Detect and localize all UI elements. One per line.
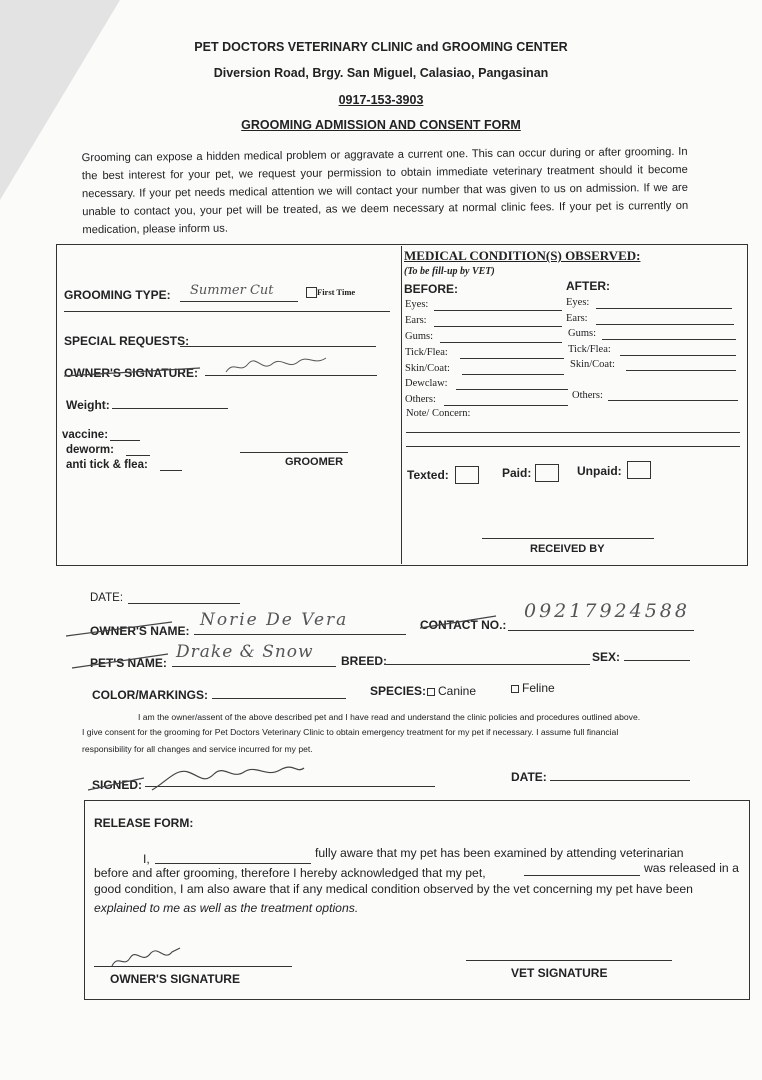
strikethrough-mark <box>62 362 202 384</box>
before-skincoat-label: Skin/Coat: <box>405 363 450 374</box>
note-line-2[interactable] <box>406 446 740 447</box>
deworm-label: deworm: <box>66 444 114 456</box>
after-tickflea-label: Tick/Flea: <box>568 344 611 355</box>
owner-signature-label: OWNER'S SIGNATURE: <box>64 366 198 380</box>
before-eyes-label: Eyes: <box>405 299 429 310</box>
tick-flea-line[interactable] <box>160 470 182 471</box>
consent-date-label: DATE: <box>511 770 547 784</box>
deworm-line[interactable] <box>126 455 150 456</box>
special-requests-label: SPECIAL REQUESTS: <box>64 334 190 348</box>
before-tickflea-label: Tick/Flea: <box>405 347 448 358</box>
unpaid-label: Unpaid: <box>577 464 622 478</box>
paid-label: Paid: <box>502 466 532 480</box>
pet-name-line[interactable] <box>172 666 336 667</box>
after-others-label: Others: <box>572 390 603 401</box>
species-label: SPECIES: <box>370 684 427 698</box>
received-by-line[interactable] <box>482 538 654 539</box>
release-owner-signature-scribble <box>108 944 188 972</box>
release-line1a: I, <box>143 852 150 866</box>
owner-signature-scribble <box>222 352 332 378</box>
vaccine-line[interactable] <box>110 440 140 441</box>
release-pet-line[interactable] <box>524 875 640 876</box>
grooming-type-value[interactable]: Summer Cut <box>190 283 274 298</box>
release-line4: explained to me as well as the treatment options. <box>94 901 359 915</box>
release-line1b: fully aware that my pet has been examined by attending veterinarian <box>315 846 684 860</box>
before-gums-label: Gums: <box>405 331 434 342</box>
date-label: DATE: <box>90 592 124 604</box>
release-owner-signature-label: OWNER'S SIGNATURE <box>110 972 240 986</box>
release-name-line[interactable] <box>155 863 311 864</box>
note-label: Note/ Concern: <box>406 408 471 419</box>
paid-checkbox[interactable] <box>535 464 559 482</box>
owner-name-strike <box>64 618 174 640</box>
signed-strike <box>86 772 146 794</box>
before-ears-line[interactable] <box>434 326 562 327</box>
before-dewclaw-line[interactable] <box>456 389 568 390</box>
groomer-label: GROOMER <box>285 456 344 468</box>
contact-label: CONTACT NO.: <box>420 618 507 632</box>
clinic-address: Diversion Road, Brgy. San Miguel, Calasiao, Pangasinan <box>213 66 549 80</box>
canine-label: Canine <box>438 684 477 698</box>
contact-line[interactable] <box>508 630 694 631</box>
vet-signature-label: VET SIGNATURE <box>511 966 608 980</box>
texted-checkbox[interactable] <box>455 466 479 484</box>
tick-flea-label: anti tick & flea: <box>66 459 148 471</box>
release-line2a: before and after grooming, therefore I hereby acknowledged that my pet, <box>94 866 486 880</box>
consent-text-2: I give consent for the grooming for Pet Doctors Veterinary Clinic to obtain emergency treatment for my pet if necessary. I assume full financial <box>82 727 619 737</box>
release-line2b: was released in a <box>644 861 739 875</box>
contact-value[interactable]: 09217924588 <box>524 600 690 622</box>
vet-signature-line[interactable] <box>466 960 672 961</box>
grooming-type-label: GROOMING TYPE: <box>64 288 171 302</box>
first-time-checkbox[interactable] <box>306 287 317 298</box>
after-tickflea-line[interactable] <box>620 355 736 356</box>
column-divider <box>401 246 402 564</box>
after-label: AFTER: <box>566 279 610 293</box>
color-markings-line[interactable] <box>212 698 346 699</box>
pet-name-strike <box>70 650 170 672</box>
first-time-label: First Time <box>317 287 356 297</box>
received-by-label: RECEIVED BY <box>530 543 605 555</box>
intro-paragraph: Grooming can expose a hidden medical problem or aggravate a current one. This can occur during or after grooming. In the best interest for your pet, we request your permission to obtain immediate veterinary treatment should it become necessary. If your pet needs medical attention we will contact your number that was given to us on admission. If we are unable to contact you, your pet will be treated, as we deem necessary at normal clinic fees. If your pet is currently on medication, please inform us. <box>81 145 689 237</box>
before-others-label: Others: <box>405 394 436 405</box>
medical-subtitle: (To be fill-up by VET) <box>404 266 495 277</box>
consent-text-1: I am the owner/assent of the above described pet and I have read and understand the clinic policies and procedures outlined above. <box>138 712 641 722</box>
clinic-name: PET DOCTORS VETERINARY CLINIC and GROOMING CENTER <box>194 40 568 54</box>
before-skincoat-line[interactable] <box>462 374 564 375</box>
groomer-line[interactable] <box>240 452 348 453</box>
pet-name-value[interactable]: Drake & Snow <box>176 642 314 662</box>
sex-line[interactable] <box>624 660 690 661</box>
color-markings-label: COLOR/MARKINGS: <box>92 688 208 702</box>
after-skincoat-label: Skin/Coat: <box>570 359 615 370</box>
breed-line[interactable] <box>386 664 590 665</box>
weight-label: Weight: <box>66 398 110 412</box>
after-ears-line[interactable] <box>596 324 734 325</box>
unpaid-checkbox[interactable] <box>627 461 651 479</box>
after-eyes-line[interactable] <box>596 308 732 309</box>
contact-strike <box>418 612 498 632</box>
form-title: GROOMING ADMISSION AND CONSENT FORM <box>241 118 521 132</box>
weight-line[interactable] <box>112 408 228 409</box>
texted-label: Texted: <box>407 468 449 482</box>
before-others-line[interactable] <box>444 405 568 406</box>
before-dewclaw-label: Dewclaw: <box>405 378 448 389</box>
after-gums-label: Gums: <box>568 328 597 339</box>
owner-name-line[interactable] <box>194 634 406 635</box>
after-ears-label: Ears: <box>566 313 588 324</box>
signed-label: SIGNED: <box>92 778 143 792</box>
vaccine-label: vaccine: <box>62 429 109 441</box>
before-tickflea-line[interactable] <box>460 358 564 359</box>
before-gums-line[interactable] <box>440 342 562 343</box>
special-requests-line[interactable] <box>180 346 376 347</box>
after-eyes-label: Eyes: <box>566 297 590 308</box>
breed-label: BREED: <box>341 654 388 668</box>
grooming-type-line <box>180 301 298 302</box>
after-others-line[interactable] <box>608 400 738 401</box>
owner-name-label: OWNER'S NAME: <box>90 624 190 638</box>
feline-checkbox[interactable] <box>511 685 519 693</box>
clinic-phone: 0917-153-3903 <box>338 93 424 107</box>
canine-checkbox[interactable] <box>427 688 435 696</box>
signed-signature-scribble <box>148 760 308 796</box>
after-gums-line[interactable] <box>602 339 736 340</box>
sex-label: SEX: <box>592 650 621 664</box>
pet-name-label: PET'S NAME: <box>90 656 167 670</box>
after-skincoat-line[interactable] <box>626 370 736 371</box>
before-eyes-line[interactable] <box>434 310 562 311</box>
feline-label: Feline <box>522 681 555 695</box>
consent-date-line[interactable] <box>550 780 690 781</box>
release-line3: good condition, I am also aware that if any medical condition observed by the vet concerning my pet have been <box>94 882 693 896</box>
note-line-1[interactable] <box>406 432 740 433</box>
before-label: BEFORE: <box>404 282 458 296</box>
before-ears-label: Ears: <box>405 315 427 326</box>
owner-name-value[interactable]: Norie De Vera <box>200 610 349 630</box>
date-line[interactable] <box>128 603 240 604</box>
medical-title: MEDICAL CONDITION(S) OBSERVED: <box>404 248 641 263</box>
consent-text-3: responsibility for all changes and service incurred for my pet. <box>82 744 313 754</box>
grooming-type-extra-line <box>64 311 390 312</box>
release-title: RELEASE FORM: <box>94 816 194 830</box>
